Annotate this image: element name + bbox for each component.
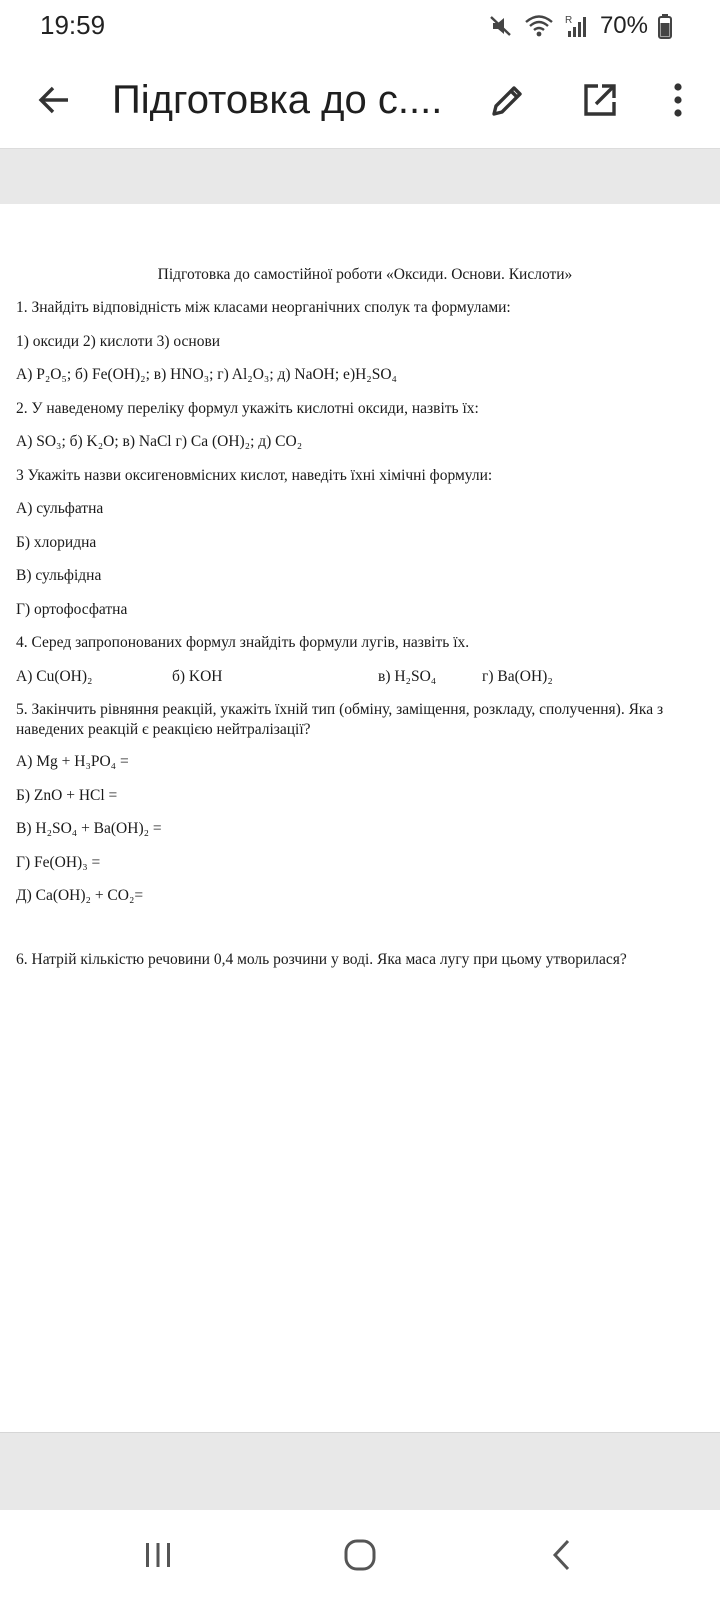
document-title: Підготовка до с....	[112, 78, 443, 122]
document-body	[16, 266, 714, 983]
doc-line: 2. У наведеному переліку формул укажіть кислотні оксиди, назвіть їх:	[16, 399, 479, 417]
doc-line: В) сульфідна	[16, 567, 102, 584]
q5-line: В) H₂SO₄ + Ba(OH)₂ =	[16, 820, 162, 837]
home-icon	[343, 1538, 377, 1572]
battery-icon	[658, 13, 672, 39]
svg-text:R: R	[564, 15, 573, 26]
status-bar	[0, 0, 720, 52]
page-gutter-top	[0, 148, 720, 204]
pencil-icon	[488, 80, 528, 120]
back-icon	[550, 1538, 574, 1572]
doc-line: А) P₂O₅; б) Fe(OH)₂; в) HNO₃; г) Al₂O₃; д) NaOH; е)H₂SO₄	[16, 366, 397, 383]
doc-heading: Підготовка до самостійної роботи «Оксиди. Основи. Кислоти»	[157, 266, 573, 283]
system-back-button[interactable]	[532, 1530, 592, 1580]
page-gutter-bottom	[0, 1432, 720, 1510]
battery-percent: 70%	[599, 12, 648, 39]
back-button[interactable]	[24, 70, 84, 130]
doc-line: Б) хлоридна	[16, 533, 97, 551]
recents-button[interactable]	[128, 1530, 188, 1580]
app-bar	[0, 52, 720, 148]
open-in-app-button[interactable]	[570, 70, 630, 130]
q4-option: в) H₂SO₄	[378, 667, 437, 685]
q4-options-row	[16, 667, 714, 701]
doc-line: 3 Укажіть назви оксигеновмісних кислот, наведіть їхні хімічні формули:	[16, 466, 493, 484]
wifi-icon	[524, 13, 554, 39]
doc-line: 4. Серед запропонованих формул знайдіть формули лугів, назвіть їх.	[16, 634, 470, 651]
q5-line: Б) ZnO + HCl =	[16, 786, 118, 804]
doc-line: 1. Знайдіть відповідність між класами неорганічних сполук та формулами:	[16, 299, 511, 316]
q5-line: А) Mg + H₃PO₄ =	[16, 753, 129, 770]
doc-line: Г) ортофосфатна	[16, 600, 128, 618]
doc-line: 1) оксиди 2) кислоти 3) основи	[16, 332, 221, 350]
open-external-icon	[580, 80, 620, 120]
q5-text: 5. Закінчить рівняння реакцій, укажіть їхній тип (обміну, заміщення, розкладу, сполучення). Яка з наведених реакцій є реакцією нейтралізації?	[16, 701, 664, 738]
signal-icon	[564, 13, 590, 39]
q4-option: г) Ba(OH)₂	[482, 667, 553, 685]
more-options-button[interactable]	[648, 70, 708, 130]
mute-icon	[488, 13, 514, 39]
q5-line: Г) Fe(OH)₃ =	[16, 853, 101, 871]
home-button[interactable]	[330, 1530, 390, 1580]
status-time: 19:59	[40, 10, 106, 40]
q4-option: б) KOH	[172, 667, 223, 685]
q5-line: Д) Ca(OH)₂ + CO₂=	[16, 887, 144, 904]
doc-line: А) сульфатна	[16, 500, 104, 517]
edit-button[interactable]	[478, 70, 538, 130]
status-icons	[488, 10, 672, 42]
more-vert-icon	[672, 82, 684, 118]
back-arrow-icon	[36, 82, 72, 118]
navigation-bar	[0, 1510, 720, 1600]
q6-text: 6. Натрій кількістю речовини 0,4 моль розчини у воді. Яка маса лугу при цьому утворилася?	[16, 950, 627, 968]
recents-icon	[143, 1540, 173, 1570]
doc-line: А) SO₃; б) K₂O; в) NaCl г) Ca (OH)₂; д) CO₂	[16, 433, 303, 450]
q4-option: А) Cu(OH)₂	[16, 667, 93, 685]
document-page[interactable]	[0, 204, 720, 1432]
